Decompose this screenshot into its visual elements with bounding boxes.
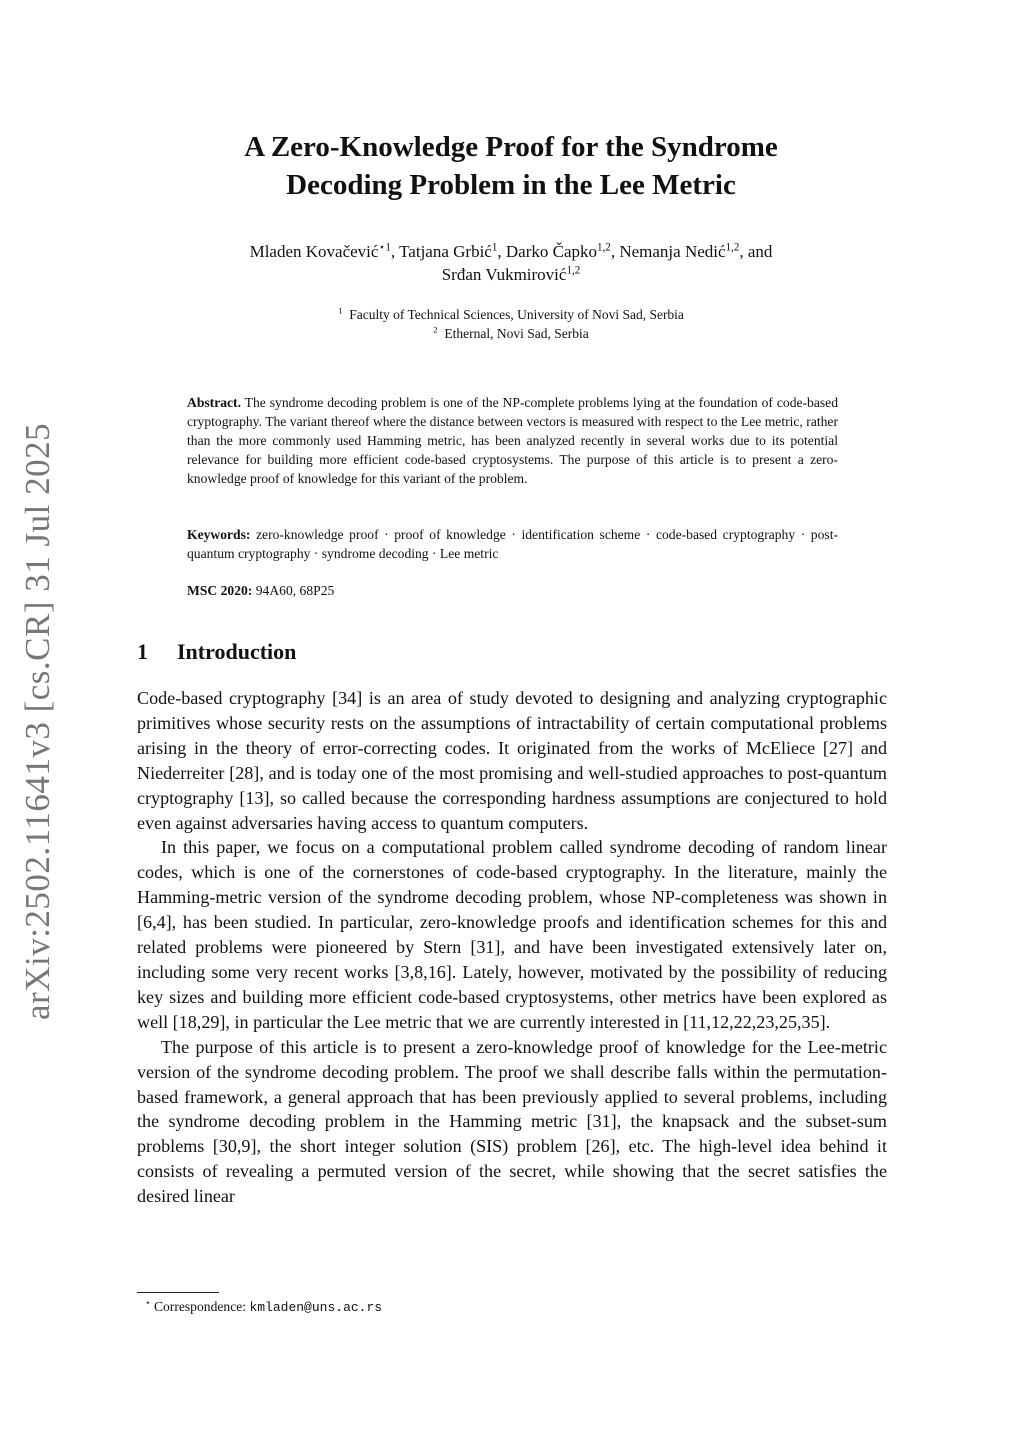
author-list	[140, 240, 882, 286]
title-line-2: Decoding Problem in the Lee Metric	[286, 169, 736, 201]
author-name: , Tatjana Grbić	[390, 242, 492, 261]
author-affil-mark: 1,2	[725, 241, 740, 254]
correspondence-email[interactable]: kmladen@uns.ac.rs	[249, 1300, 383, 1315]
affiliation-list	[200, 305, 822, 343]
author-name: , Darko Čapko	[497, 242, 598, 261]
arxiv-identifier-stamp: arXiv:2502.11641v3 [cs.CR] 31 Jul 2025	[18, 422, 57, 1020]
author-affil-mark: 1	[491, 241, 498, 254]
author-name: , Nemanja Nedić	[610, 242, 726, 261]
author-name: Srđan Vukmirović	[441, 265, 567, 284]
footnote	[145, 1298, 382, 1317]
footnote-label: Correspondence:	[153, 1299, 247, 1314]
abstract-label: Abstract.	[187, 395, 241, 410]
keywords-text: zero-knowledge proof · proof of knowledge · identification scheme · code-based cryptography · post-quantum cryptography · syndrome decoding · Lee metric	[187, 527, 838, 561]
msc-text: 94A60, 68P25	[255, 583, 335, 598]
section-title: Introduction	[177, 639, 297, 664]
keywords-label: Keywords:	[187, 527, 251, 542]
author-affil-mark: 1,2	[597, 241, 611, 254]
author-conjunction: , and	[739, 242, 773, 261]
msc-label: MSC 2020:	[187, 583, 253, 598]
title-line-1: A Zero-Knowledge Proof for the Syndrome	[244, 131, 778, 163]
affiliation-text: Ethernal, Novi Sad, Serbia	[444, 326, 589, 341]
abstract-text: The syndrome decoding problem is one of the NP-complete problems lying at the foundation of code-based cryptography. The variant thereof where the distance between vectors is measured with respect to the Lee metric, rather than the more commonly used Hamming metric, has been analyzed recently in several works due to its potential relevance for building more efficient code-based cryptosystems. The purpose of this article is to present a zero-knowledge proof of knowledge for this variant of the problem.	[187, 395, 839, 486]
keywords	[187, 525, 838, 563]
paper-title	[150, 128, 872, 204]
affiliation-mark: 1	[338, 305, 343, 316]
paragraph: The purpose of this article is to present a zero-knowledge proof of knowledge for the Lee-metric version of the syndrome decoding problem. The proof we shall describe falls within the permutation-based framework, a general approach that has been previously applied to several problems, including the syndrome decoding problem in the Hamming metric [31], the knapsack and the subset-sum problems [30,9], the short integer solution (SIS) problem [26], etc. The high-level idea behind it consists of revealing a permuted version of the secret, while showing that the secret satisfies the desired linear	[137, 1036, 887, 1207]
affiliation-mark: 2	[433, 324, 438, 335]
affiliation-text: Faculty of Technical Sciences, University of Novi Sad, Serbia	[349, 307, 684, 322]
author-affil-mark: 1,2	[566, 264, 581, 277]
author-name: Mladen Kovačević	[249, 242, 379, 261]
footnote-divider	[137, 1292, 219, 1293]
paragraph: In this paper, we focus on a computational problem called syndrome decoding of random linear codes, which is one of the cornerstones of code-based cryptography. In the literature, mainly the Hamming-metric version of the syndrome decoding problem, whose NP-completeness was shown in [6,4], has been studied. In particular, zero-knowledge proofs and identification schemes for this and related problems were pioneered by Stern [31], and have been investigated extensively later on, including some very recent works [3,8,16]. Lately, however, motivated by the possibility of reducing key sizes and building more efficient code-based cryptosystems, other metrics have been explored as well [18,29], in particular the Lee metric that we are currently interested in [11,12,22,23,25,35].	[137, 837, 887, 1032]
abstract	[187, 393, 838, 488]
section-number: 1	[137, 639, 148, 664]
paragraph: Code-based cryptography [34] is an area of study devoted to designing and analyzing cryptographic primitives whose security rests on the assumptions of intractability of certain computational problems arising in the theory of error-correcting codes. It originated from the works of McEliece [27] and Niederreiter [28], and is today one of the most promising and well-studied approaches to post-quantum cryptography [13], so called because the corresponding hardness assumptions are conjectured to hold even against adversaries having access to quantum computers.	[137, 688, 887, 833]
section-heading	[137, 638, 296, 666]
author-affil-mark: ⋆1	[378, 241, 391, 254]
footnote-mark: ⋆	[145, 1297, 151, 1308]
affiliation-2	[200, 324, 822, 343]
section-body	[137, 686, 887, 1209]
msc-classification	[187, 581, 838, 600]
affiliation-1	[200, 305, 822, 324]
